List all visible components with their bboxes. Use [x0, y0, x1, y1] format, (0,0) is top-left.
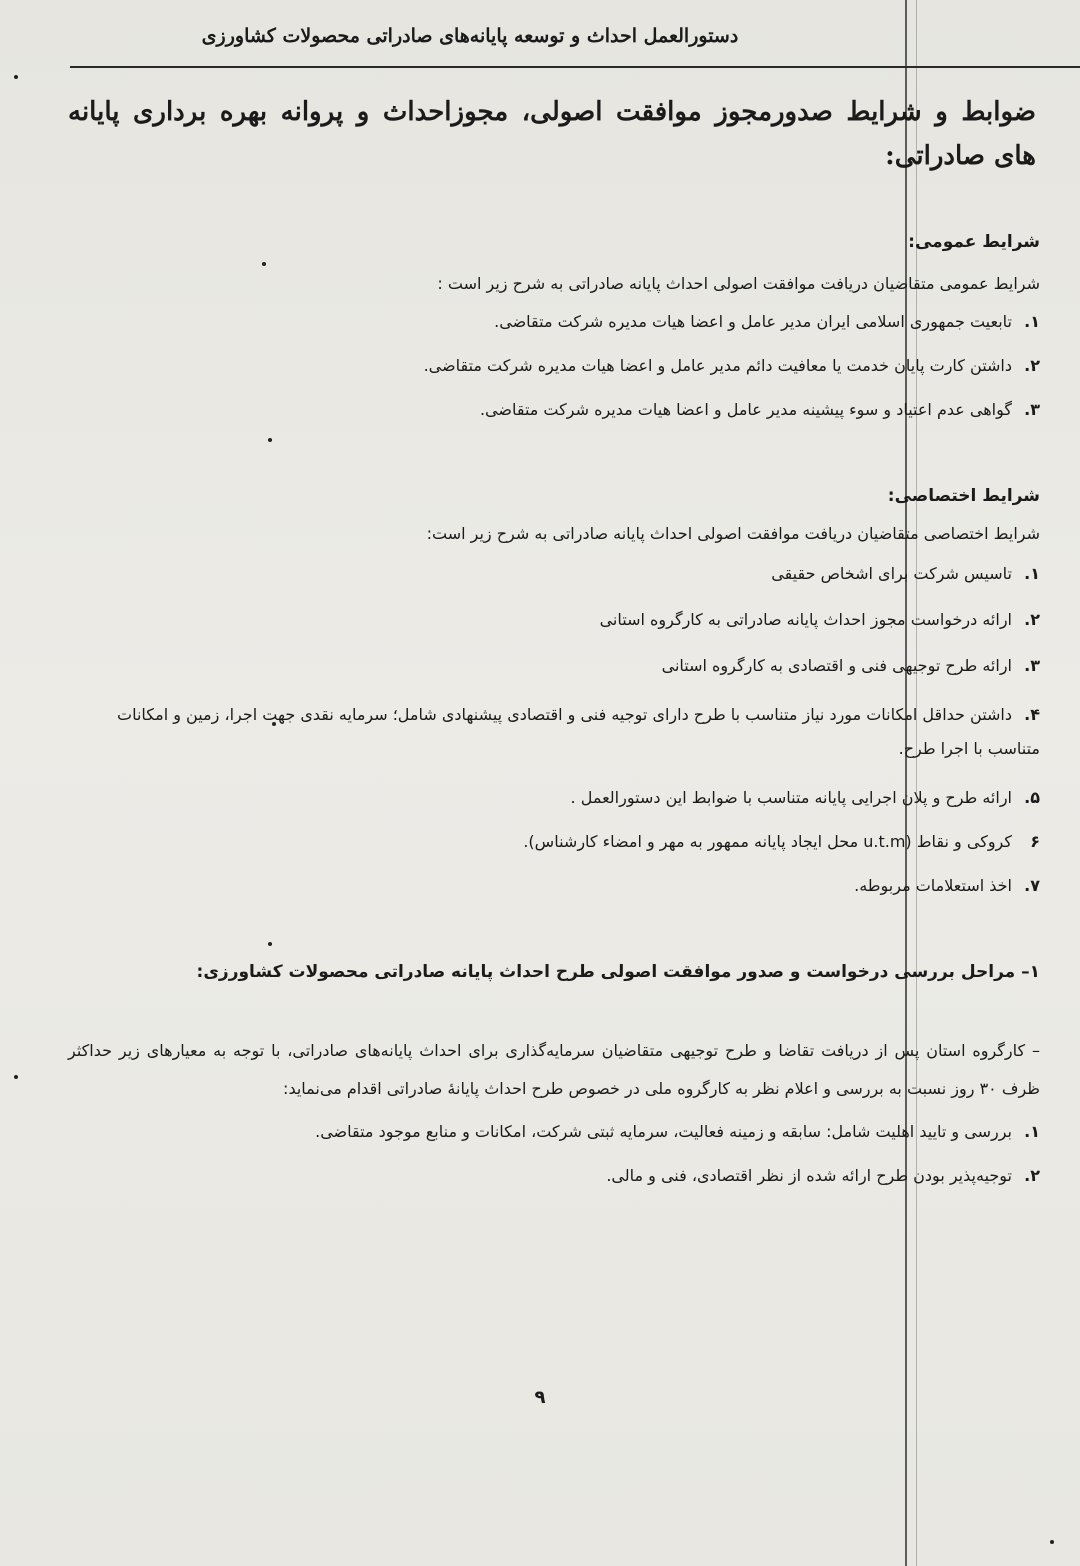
specific-conditions-intro: شرایط اختصاصی متقاضیان دریافت موافقت اصولی احداث پایانه صادراتی به شرح زیر است:: [426, 524, 1040, 543]
list-item: ۲.توجیه‌پذیر بودن طرح ارائه شده از نظر اقتصادی، فنی و مالی.: [606, 1166, 1040, 1185]
running-header: [70, 14, 870, 64]
list-item: ۲.داشتن کارت پایان خدمت یا معافیت دائم مدیر عامل و اعضا هیات مدیره شرکت متقاضی.: [423, 356, 1040, 375]
stages-list: [68, 1118, 1040, 1190]
general-conditions-list: [68, 308, 1040, 424]
general-conditions-heading: شرایط عمومی:: [908, 232, 1040, 252]
stages-heading: ۱– مراحل بررسی درخواست و صدور موافقت اصولی طرح احداث پایانه صادراتی محصولات کشاورزی:: [196, 962, 1040, 982]
list-item: ۲.ارائه درخواست مجوز احداث پایانه صادراتی به کارگروه استانی: [599, 610, 1040, 629]
header-rule: [70, 66, 1080, 68]
list-item: ۱.تاسیس شرکت برای اشخاص حقیقی: [771, 564, 1040, 583]
paper-speck: [14, 1075, 18, 1079]
list-item: ۶کروکی و نقاط (u.t.m محل ایجاد پایانه ممهور به مهر و امضاء کارشناس).: [523, 832, 1040, 851]
list-item: ۷.اخذ استعلامات مربوطه.: [854, 876, 1040, 895]
paper-speck: [1050, 1540, 1054, 1544]
list-item: ۳.ارائه طرح توجیهی فنی و اقتصادی به کارگروه استانی: [661, 656, 1040, 675]
page-number: ۹: [534, 1387, 546, 1408]
general-conditions-intro: شرایط عمومی متقاضیان دریافت موافقت اصولی احداث پایانه صادراتی به شرح زیر است :: [437, 274, 1040, 293]
list-item: ۳.گواهی عدم اعتیاد و سوء پیشینه مدیر عامل و اعضا هیات مدیره شرکت متقاضی.: [479, 400, 1040, 419]
page-title: ضوابط و شرایط صدورمجوز موافقت اصولی، مجوزاحداث و پروانه بهره برداری پایانه های صادراتی:: [68, 97, 1036, 171]
page-content: [68, 90, 1040, 1190]
list-item: ۵.ارائه طرح و پلان اجرایی پایانه متناسب با ضوابط این دستورالعمل .: [570, 788, 1040, 807]
stages-paragraph: – کارگروه استان پس از دریافت تقاضا و طرح توجیهی متقاضیان سرمایه‌گذاری برای احداث پایانه‌های صادراتی، با توجه به معیارهای زیر حداکثر ظرف ۳۰ روز نسبت به بررسی و اعلام نظر به کارگروه ملی در خصوص طرح احداث پایانهٔ صادراتی اقدام می‌نماید:: [68, 1041, 1040, 1098]
specific-conditions-heading: شرایط اختصاصی:: [887, 486, 1040, 506]
running-header-title: دستورالعمل احداث و توسعه پایانه‌های صادراتی محصولات کشاورزی: [201, 25, 739, 47]
list-item: ۴.داشتن حداقل امکانات مورد نیاز متناسب با طرح دارای توجیه فنی و اقتصادی پیشنهادی شامل؛ سرمایه نقدی جهت اجرا، زمین و امکانات متناسب با اجرا طرح.: [117, 705, 1040, 758]
list-item: ۱.بررسی و تایید اهلیت شامل: سابقه و زمینه فعالیت، سرمایه ثبتی شرکت، امکانات و منابع موجود متقاضی.: [315, 1122, 1040, 1141]
specific-conditions-list: [68, 560, 1040, 900]
paper-speck: [14, 75, 18, 79]
list-item: ۱.تابعیت جمهوری اسلامی ایران مدیر عامل و اعضا هیات مدیره شرکت متقاضی.: [494, 312, 1040, 331]
